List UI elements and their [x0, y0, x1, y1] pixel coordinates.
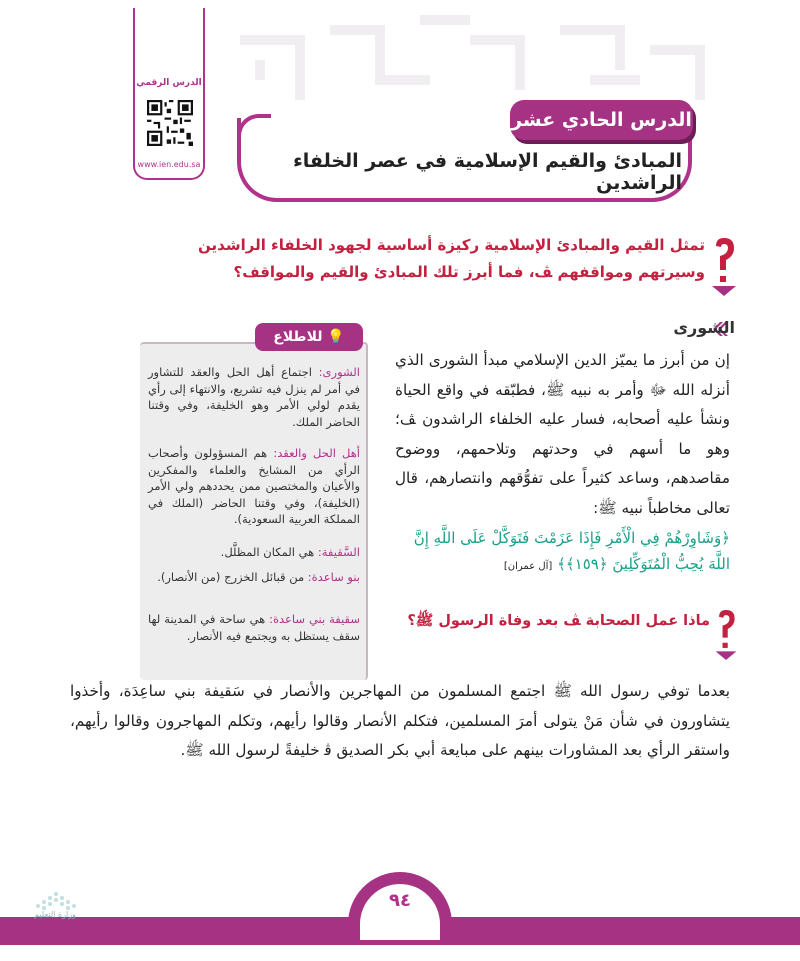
info-definition: هي ساحة في المدينة لها سقف يستظل به ويجتمع فيه الأنصار. — [148, 612, 360, 643]
quran-reference: [آل عمران] — [503, 561, 553, 572]
info-term: بنو ساعدة: — [307, 570, 360, 584]
question-mark-icon — [715, 610, 737, 660]
lesson-number: الدرس الحادي عشر — [510, 100, 693, 140]
page-title: المبادئ والقيم الإسلامية في عصر الخلفاء الراشدين — [293, 150, 682, 194]
info-definition: اجتماع أهل الحل والعقد للتشاور في أمر لم ينزل فيه تشريع، والانتهاء إلى رأي يقدم لولي الأمر وهو الخليفة، وفي وقتنا الحاضر الملك. — [148, 365, 360, 429]
info-entry-saqifat-bani-saida — [148, 611, 360, 644]
info-box-label: للاطلاع — [273, 329, 323, 345]
lightbulb-icon: 💡 — [327, 329, 345, 345]
info-term: أهل الحل والعقد: — [273, 446, 360, 460]
intro-question: تمثل القيم والمبادئ الإسلامية ركيزة أساسية لجهود الخلفاء الراشدين وسيرتهم ومواقفهم ﭫ، فما أبرز تلك المبادئ والقيم والمواقف؟ — [198, 236, 705, 281]
quran-verse: ﴿وَشَاوِرْهُمْ فِي الْأَمْرِ فَإِذَا عَزَمْتَ فَتَوَكَّلْ عَلَى اللَّهِ إِنَّ اللَّهَ يُحِبُّ الْمُتَوَكِّلِينَ ﴿١٥٩﴾﴾ — [413, 529, 730, 573]
info-entry-saqifa — [148, 544, 360, 561]
page-number: ٩٤ — [389, 890, 411, 911]
paragraph-2: بعدما توفي رسول الله ﷺ اجتمع المسلمون من المهاجرين والأنصار في سَقيفة بني ساعِدَة، وأخذوا يتشاورون في شأن مَنْ يتولى أمرَ المسلمين، فتكلم الأنصار وقالوا رأيهم، وتكلم المهاجرون وقالوا رأيهم، واستقر الرأي بعد المشاورات بينهم على مبايعة أبي بكر الصديق ﭬ خليفةً لرسول الله ﷺ. — [70, 682, 730, 759]
digital-lesson-label: الدرس الرقمي — [136, 78, 202, 88]
digital-lesson-url[interactable]: www.ien.edu.sa — [137, 160, 201, 169]
info-term: سقيفة بني ساعدة: — [269, 612, 361, 626]
question-2: ماذا عمل الصحابة ﭫ بعد وفاة الرسول ﷺ؟ — [407, 613, 710, 629]
info-entry-banu-saida — [148, 569, 360, 586]
quran-verse-block — [395, 525, 730, 580]
digital-lesson-card[interactable] — [133, 8, 205, 180]
info-definition: من قبائل الخزرج (من الأنصار). — [157, 570, 308, 584]
info-box-tab — [255, 323, 363, 351]
ministry-label: وزارة التعليم — [34, 910, 76, 919]
qr-code-icon[interactable] — [147, 100, 193, 146]
ministry-logo-icon — [28, 880, 84, 912]
section-heading: الشورى — [673, 318, 735, 337]
info-entry-shura — [148, 364, 360, 430]
info-definition: هي المكان المظلَّل. — [220, 545, 318, 559]
info-term: الشورى: — [318, 365, 360, 379]
info-term: السَّقيفة: — [317, 545, 360, 559]
body-text: إن من أبرز ما يميّز الدين الإسلامي مبدأ الشورى الذي أنزله الله ﷻ وأمر به نبيه ﷺ، فطبّقه في واقع الحياة ونشأ عليه أصحابه، فسار عليه الخلفاء الراشدون ﭫ؛ وهو ما أسهم في وحدتهم وتلاحمهم، ووضوح مقاصدهم، وساعد كثيراً على تفوُّقهم وانتصارهم، قال تعالى مخاطباً نبيه ﷺ: — [395, 351, 730, 517]
question-mark-icon — [712, 238, 736, 296]
info-entry-ahl-alhal — [148, 445, 360, 528]
info-definition: هم المسؤولون وأصحاب الرأي من المشايخ والعلماء والمفكرين والأعيان والمختصين ممن يحددهم ولي الأمر (الخليفة)، وفي وقتنا الحاضر (الملك في المملكة العربية السعودية). — [148, 446, 360, 526]
